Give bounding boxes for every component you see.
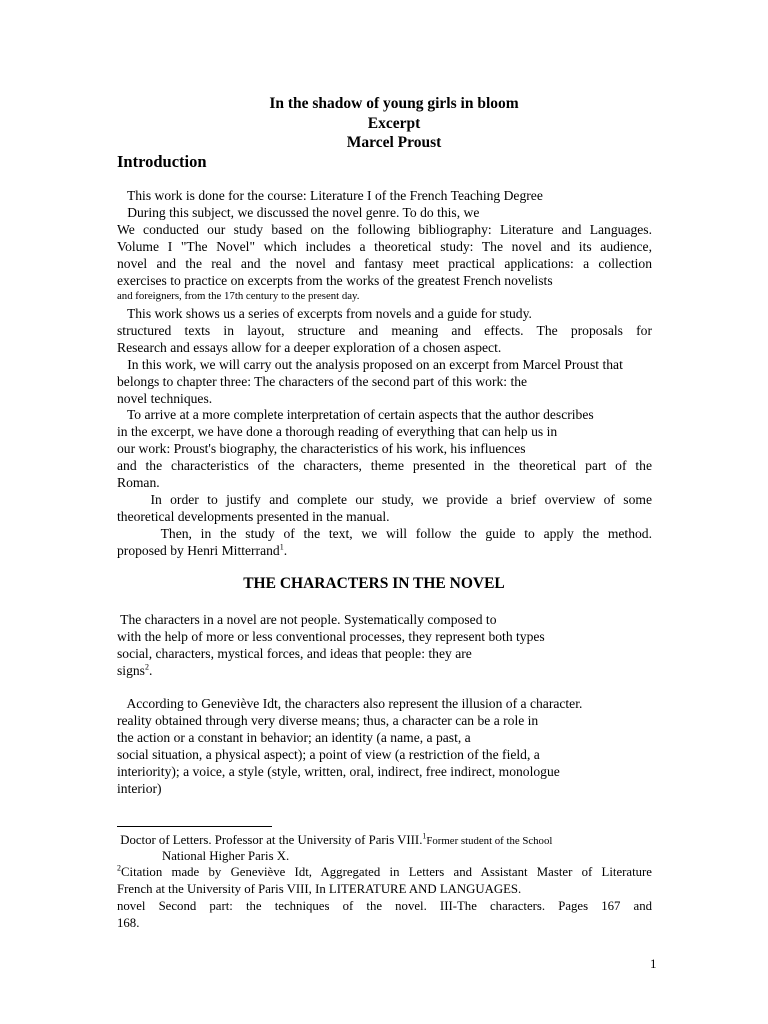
footnote-2-text: Citation made by Geneviève Idt, Aggregated in Letters and Assistant Master of Literature bbox=[121, 865, 652, 879]
intro-line: Volume I "The Novel" which includes a theoretical study: The novel and its audience, bbox=[117, 239, 652, 254]
intro-line bbox=[117, 542, 652, 559]
body-line: with the help of more or less conventional processes, they represent both types bbox=[117, 629, 545, 644]
intro-line: our work: Proust's biography, the characteristics of his work, his influences bbox=[117, 441, 526, 456]
footnote-ref-2: 2 bbox=[144, 662, 149, 672]
intro-line: and the characteristics of the characters, theme presented in the theoretical part of the bbox=[117, 458, 652, 473]
intro-line: We conducted our study based on the following bibliography: Literature and Languages. bbox=[117, 222, 652, 237]
footnote-1-text: Doctor of Letters. Professor at the University of Paris VIII. bbox=[117, 833, 423, 847]
intro-line: in the excerpt, we have done a thorough reading of everything that can help us in bbox=[117, 424, 558, 439]
footnote-2-mark: 2 bbox=[117, 863, 121, 873]
intro-line: novel and the real and the novel and fantasy meet practical applications: a collection bbox=[117, 256, 652, 271]
body-line bbox=[117, 662, 652, 679]
body-line: social situation, a physical aspect); a point of view (a restriction of the field, a bbox=[117, 747, 540, 762]
body-line-end: . bbox=[148, 663, 153, 678]
document-subtitle: Excerpt bbox=[367, 115, 421, 132]
intro-line: In this work, we will carry out the analysis proposed on an excerpt from Marcel Proust that bbox=[117, 357, 623, 372]
intro-line: In order to justify and complete our study, we provide a brief overview of some bbox=[117, 492, 652, 507]
intro-line: To arrive at a more complete interpretation of certain aspects that the author describes bbox=[117, 407, 594, 422]
body-line: the action or a constant in behavior; an identity (a name, a past, a bbox=[117, 730, 471, 745]
intro-line: Roman. bbox=[117, 475, 160, 490]
footnote-1-line: National Higher Paris X. bbox=[162, 849, 290, 863]
footnote-ref-1: 1 bbox=[279, 542, 284, 552]
document-author: Marcel Proust bbox=[346, 134, 442, 151]
intro-line: Research and essays allow for a deeper exploration of a chosen aspect. bbox=[117, 340, 502, 355]
intro-line: This work shows us a series of excerpts from novels and a guide for study. bbox=[117, 306, 532, 321]
footnote-separator bbox=[117, 826, 272, 827]
body-line: According to Geneviève Idt, the characters also represent the illusion of a character. bbox=[117, 696, 583, 711]
footnote-2-line: French at the University of Paris VIII, In LITERATURE AND LANGUAGES. bbox=[117, 882, 522, 896]
intro-line-text: proposed by Henri Mitterrand bbox=[117, 543, 280, 558]
intro-line: and foreigners, from the 17th century to the present day. bbox=[117, 290, 360, 302]
intro-line: novel techniques. bbox=[117, 391, 213, 406]
footnote-2-line: 168. bbox=[117, 916, 140, 930]
body-line: interior) bbox=[117, 781, 162, 796]
footnote-2 bbox=[117, 864, 652, 881]
intro-line: During this subject, we discussed the novel genre. To do this, we bbox=[117, 205, 480, 220]
body-line: The characters in a novel are not people. Systematically composed to bbox=[117, 612, 497, 627]
intro-line: belongs to chapter three: The characters of the second part of this work: the bbox=[117, 374, 528, 389]
body-line-text: signs bbox=[117, 663, 145, 678]
intro-line-end: . bbox=[283, 543, 288, 558]
document-title: In the shadow of young girls in bloom bbox=[269, 95, 519, 112]
body-line: social, characters, mystical forces, and ideas that people: they are bbox=[117, 646, 472, 661]
footnote-1-mark: 1 bbox=[422, 831, 427, 841]
body-line: reality obtained through very diverse means; thus, a character can be a role in bbox=[117, 713, 539, 728]
intro-line: exercises to practice on excerpts from the works of the greatest French novelists bbox=[117, 273, 553, 288]
intro-line: structured texts in layout, structure and meaning and effects. The proposals for bbox=[117, 323, 652, 338]
footnote-2-line: novel Second part: the techniques of the novel. III-The characters. Pages 167 and bbox=[117, 899, 652, 913]
section-heading: THE CHARACTERS IN THE NOVEL bbox=[243, 575, 505, 592]
intro-heading: Introduction bbox=[117, 152, 207, 171]
footnote-1-small: Former student of the School bbox=[426, 835, 553, 847]
intro-line: Then, in the study of the text, we will follow the guide to apply the method. bbox=[117, 526, 652, 541]
page-number: 1 bbox=[650, 956, 657, 971]
body-line: interiority); a voice, a style (style, written, oral, indirect, free indirect, monologue bbox=[117, 764, 560, 779]
intro-line: theoretical developments presented in the manual. bbox=[117, 509, 390, 524]
intro-line: This work is done for the course: Literature I of the French Teaching Degree bbox=[117, 188, 543, 203]
